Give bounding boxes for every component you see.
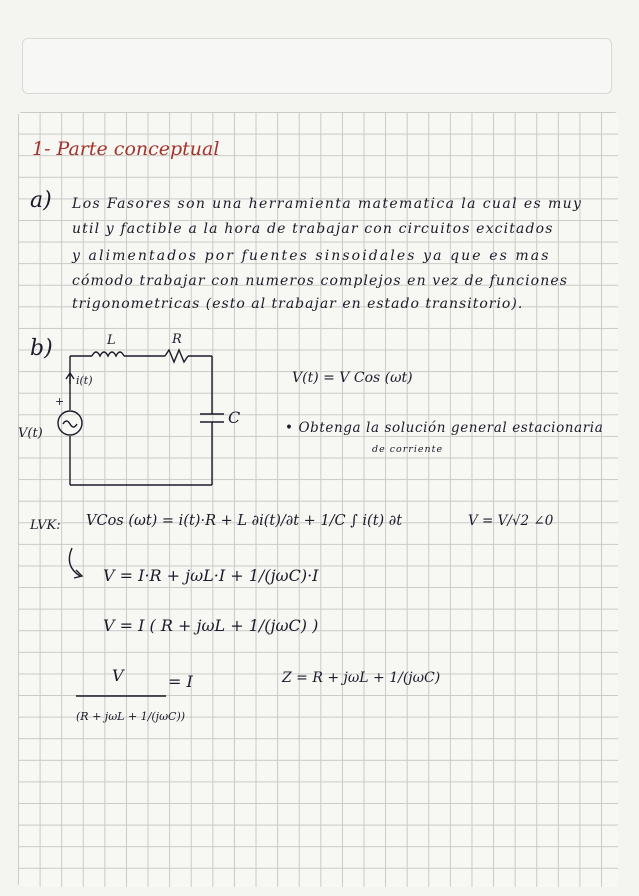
- resistor-label: R: [172, 332, 182, 347]
- lvk-equation-4-rhs: = I: [168, 672, 193, 691]
- section-title: 1- Parte conceptual: [32, 138, 220, 160]
- part-a-line-1: Los Fasores son una herramienta matematica la cual es muy: [72, 196, 583, 212]
- lvk-equation-2: V = I·R + jωL·I + 1/(jωC)·I: [103, 566, 319, 585]
- part-b-label: b): [30, 336, 53, 361]
- lvk-equation-1: VCos (ωt) = i(t)·R + L ∂i(t)/∂t + 1/C ∫ i(t) ∂t: [86, 513, 403, 529]
- current-label: i(t): [76, 374, 93, 387]
- fraction-denominator: (R + jωL + 1/(jωC)): [76, 710, 186, 723]
- instruction-text: • Obtenga la solución general estacionaria: [285, 420, 604, 436]
- part-a-line-2: util y factible a la hora de trabajar con circuitos excitados: [72, 221, 554, 237]
- lvk-equation-3: V = I ( R + jωL + 1/(jωC) ): [103, 616, 319, 635]
- part-a-line-4: cómodo trabajar con numeros complejos en vez de funciones: [72, 273, 568, 289]
- capacitor-label: C: [228, 408, 241, 427]
- source-sign: +: [55, 395, 65, 408]
- part-a-label: a): [30, 188, 52, 213]
- part-a-line-5: trigonometricas (esto al trabajar en estado transitorio).: [72, 296, 524, 312]
- lvk-label: LVK:: [30, 518, 61, 533]
- inductor-label: L: [107, 333, 116, 348]
- source-label: V(t): [18, 426, 43, 441]
- fraction-numerator: V: [112, 666, 124, 685]
- impedance-equation: Z = R + jωL + 1/(jωC): [282, 670, 441, 686]
- part-a-line-3: y alimentados por fuentes sinsoidales ya que es mas: [72, 248, 551, 264]
- source-equation: V(t) = V Cos (ωt): [292, 370, 413, 386]
- phasor-definition: V = V/√2 ∠0: [468, 513, 554, 529]
- instruction-note: de corriente: [372, 444, 444, 455]
